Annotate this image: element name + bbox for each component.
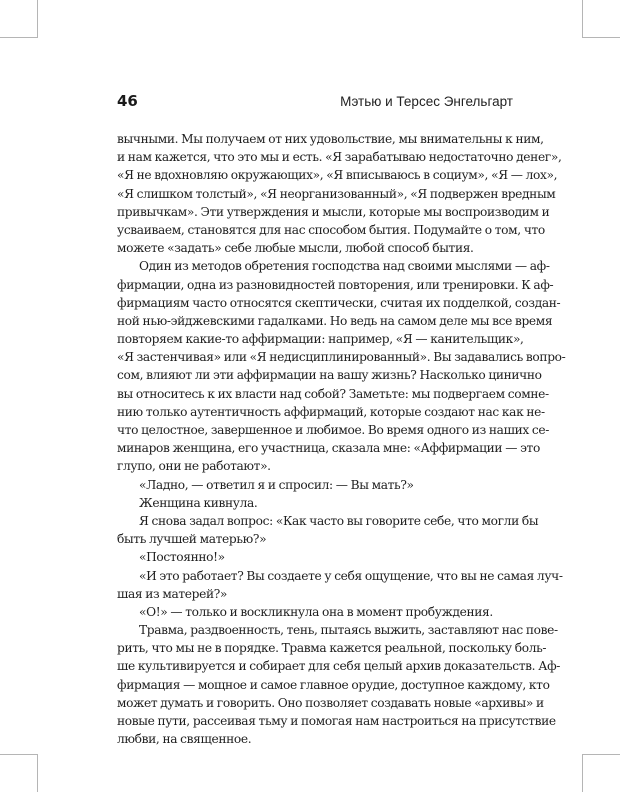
crop-mark-bottom-right-h <box>582 754 620 755</box>
text-line: «Я слишком толстый», «Я неорганизованный», «Я подвержен вредным <box>117 186 556 201</box>
text-line: можете «задать» себе любые мысли, любой способ бытия. <box>117 241 474 256</box>
text-line: фирмациям часто относятся скептически, считая их подделкой, создан- <box>117 295 561 310</box>
text-line: новые пути, рассеивая тьму и помогая нам настроиться на присутствие <box>117 714 556 728</box>
text-line: фирмация — мощное и самое главное орудие, доступное каждому, кто <box>117 677 550 692</box>
page-number: 46 <box>117 92 138 110</box>
text-line: ной нью-эйджевскими гадалками. Но ведь на самом деле мы все время <box>117 313 553 328</box>
text-line: рить, что мы не в порядке. Травма кажется реальной, поскольку боль- <box>117 641 547 656</box>
text-line: Травма, раздвоенность, тень, пытаясь выжить, заставляют нас пове- <box>139 623 558 638</box>
crop-mark-top-left <box>37 0 38 38</box>
text-line: и нам кажется, что это мы и есть. «Я зарабатываю недостаточно денег», <box>117 150 562 165</box>
text-line: может думать и говорить. Оно позволяет создавать новые «архивы» и <box>117 695 544 710</box>
crop-mark-top-right <box>582 0 583 38</box>
text-line: глупо, они не работают». <box>117 459 271 474</box>
text-line: «Я застенчивая» или «Я недисциплинированный». Вы задавались вопро- <box>117 350 566 365</box>
text-line: шая из матерей?» <box>117 586 228 601</box>
text-line: привычкам». Эти утверждения и мысли, которые мы воспроизводим и <box>117 204 550 219</box>
text-line: усваиваем, становятся для нас способом бытия. Подумайте о том, что <box>117 222 545 237</box>
text-line: повторяем какие-то аффирмации: например, «Я — канительщик», <box>117 332 524 347</box>
text-line: «Ладно, — ответил я и спросил: — Вы мать?» <box>139 477 414 492</box>
body-text <box>117 130 566 748</box>
text-line: что целостное, завершенное и любимое. Во время одного из наших се- <box>117 423 549 437</box>
text-line: вы относитесь к их власти над собой? Заметьте: мы подвергаем сомне- <box>117 386 549 401</box>
text-line: Женщина кивнула. <box>139 495 258 510</box>
text-line: ше культивируется и собирает для себя целый архив доказательств. Аф- <box>117 659 561 674</box>
running-head: Мэтью и Терсес Энгельгарт <box>340 94 513 109</box>
crop-mark-bottom-left <box>37 754 38 792</box>
text-line: «И это работает? Вы создаете у себя ощущение, что вы не самая луч- <box>139 568 563 583</box>
text-line: любви, на священное. <box>117 732 252 747</box>
text-line: «Я не вдохновляю окружающих», «Я вписываюсь в социум», «Я — лох», <box>117 168 558 183</box>
text-line: вычными. Мы получаем от них удовольствие, мы внимательны к ним, <box>117 132 544 146</box>
text-line: Один из методов обретения господства над своими мыслями — аф- <box>139 259 550 274</box>
crop-mark-top-left-h <box>0 37 38 38</box>
text-line: Я снова задал вопрос: «Как часто вы говорите себе, что могли бы <box>139 513 539 528</box>
crop-mark-bottom-right <box>582 754 583 792</box>
text-line: минаров женщина, его участница, сказала мне: «Аффирмации — это <box>117 441 540 456</box>
page-header <box>117 91 513 111</box>
text-line: нию только аутентичность аффирмаций, которые создают нас как не- <box>117 404 545 419</box>
crop-mark-bottom-left-h <box>0 754 38 755</box>
text-line: «Постоянно!» <box>139 550 225 565</box>
text-line: сом, влияют ли эти аффирмации на вашу жизнь? Насколько цинично <box>117 368 542 383</box>
text-line: фирмации, одна из разновидностей повторения, или тренировки. К аф- <box>117 277 554 292</box>
crop-mark-top-right-h <box>582 37 620 38</box>
text-line: «О!» — только и воскликнула она в момент пробуждения. <box>139 604 493 619</box>
text-line: быть лучшей матерью?» <box>117 532 267 547</box>
